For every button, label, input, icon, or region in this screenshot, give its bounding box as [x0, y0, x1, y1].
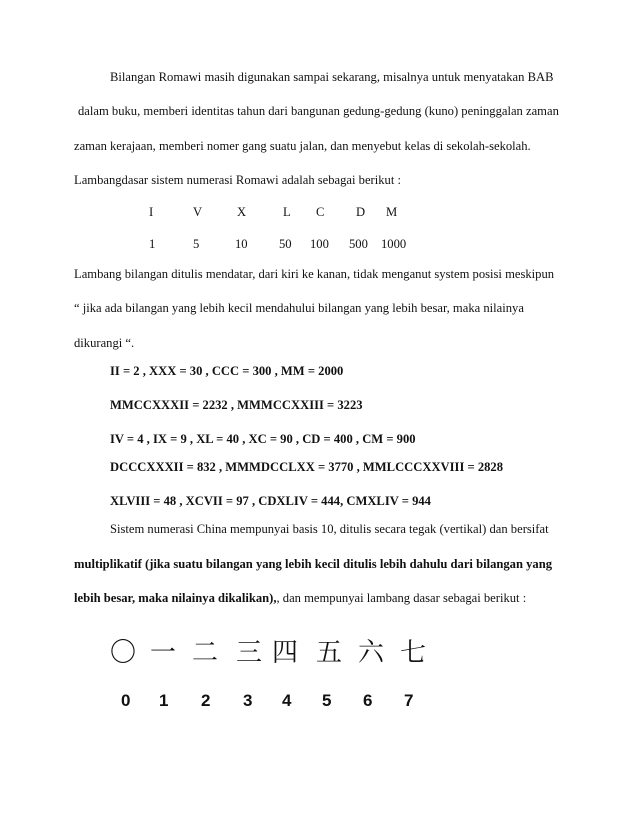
roman-example-line: II = 2 , XXX = 30 , CCC = 300 , MM = 2000 [110, 364, 344, 378]
chinese-numeral-digit: 5 [322, 691, 332, 710]
chinese-numeral-digit: 1 [159, 691, 169, 710]
chinese-numeral-symbol: 七 [400, 638, 427, 668]
chinese-numeral-symbol: 三 [236, 638, 263, 668]
chinese-numeral-symbol: 二 [192, 638, 219, 668]
chinese-numeral-digit: 0 [121, 691, 131, 710]
roman-value: 50 [279, 237, 292, 251]
chinese-numeral-digit: 2 [201, 691, 211, 710]
roman-symbol: X [237, 205, 247, 219]
paragraph-roman-intro-line-3: zaman kerajaan, memberi nomer gang suatu jalan, dan menyebut kelas di sekolah-sekolah. [74, 139, 531, 153]
china-multiplicative-bold: lebih besar, maka nilainya dikalikan), [74, 591, 277, 605]
roman-symbol: L [283, 205, 291, 219]
paragraph-roman-basic-symbols: Lambangdasar sistem numerasi Romawi adalah sebagai berikut : [74, 173, 401, 187]
china-line-3-rest: , dan mempunyai lambang dasar sebagai berikut : [276, 591, 527, 605]
paragraph-roman-rule-line-3: dikurangi “. [74, 336, 135, 350]
chinese-numeral-symbol: 六 [358, 638, 385, 668]
chinese-numeral-symbol: 四 [272, 638, 299, 668]
roman-symbol: V [193, 205, 203, 219]
roman-example-line: XLVIII = 48 , XCVII = 97 , CDXLIV = 444, CMXLIV = 944 [110, 494, 431, 508]
roman-value: 1 [149, 237, 156, 251]
roman-example-line: DCCCXXXII = 832 , MMMDCCLXX = 3770 , MMLCCCXXVIII = 2828 [110, 460, 504, 474]
roman-symbol: D [356, 205, 366, 219]
chinese-numeral-symbol: 五 [316, 638, 343, 668]
chinese-numeral-digit: 4 [282, 691, 292, 710]
roman-value: 500 [349, 237, 368, 251]
roman-example-line: MMCCXXXII = 2232 , MMMCCXXIII = 3223 [110, 398, 363, 412]
chinese-numeral-symbol: 一 [150, 638, 177, 668]
paragraph-roman-rule-line-2: “ jika ada bilangan yang lebih kecil mendahului bilangan yang lebih besar, maka nilainya [74, 301, 524, 315]
roman-value: 1000 [381, 237, 407, 251]
paragraph-roman-intro-line-1: Bilangan Romawi masih digunakan sampai sekarang, misalnya untuk menyatakan BAB [110, 70, 554, 84]
roman-symbol: M [386, 205, 398, 219]
roman-example-line: IV = 4 , IX = 9 , XL = 40 , XC = 90 , CD = 400 , CM = 900 [110, 432, 416, 446]
chinese-numeral-digit: 7 [404, 691, 414, 710]
paragraph-roman-rule-line-1: Lambang bilangan ditulis mendatar, dari kiri ke kanan, tidak menganut system posisi meskipun [74, 267, 555, 281]
paragraph-roman-intro-line-2: dalam buku, memberi identitas tahun dari bangunan gedung-gedung (kuno) peninggalan zaman [78, 104, 559, 118]
chinese-numeral-symbol: 〇 [110, 638, 137, 668]
roman-symbol: I [149, 205, 154, 219]
chinese-numeral-digit: 3 [243, 691, 253, 710]
paragraph-china-line-3 [74, 591, 526, 606]
roman-value: 10 [235, 237, 248, 251]
roman-value: 100 [310, 237, 329, 251]
paragraph-china-line-2: multiplikatif (jika suatu bilangan yang lebih kecil ditulis lebih dahulu dari bilangan yang [74, 557, 553, 571]
roman-value: 5 [193, 237, 200, 251]
chinese-numeral-digit: 6 [363, 691, 373, 710]
paragraph-china-line-1: Sistem numerasi China mempunyai basis 10, ditulis secara tegak (vertikal) dan bersifat [110, 522, 549, 536]
roman-symbol: C [316, 205, 325, 219]
